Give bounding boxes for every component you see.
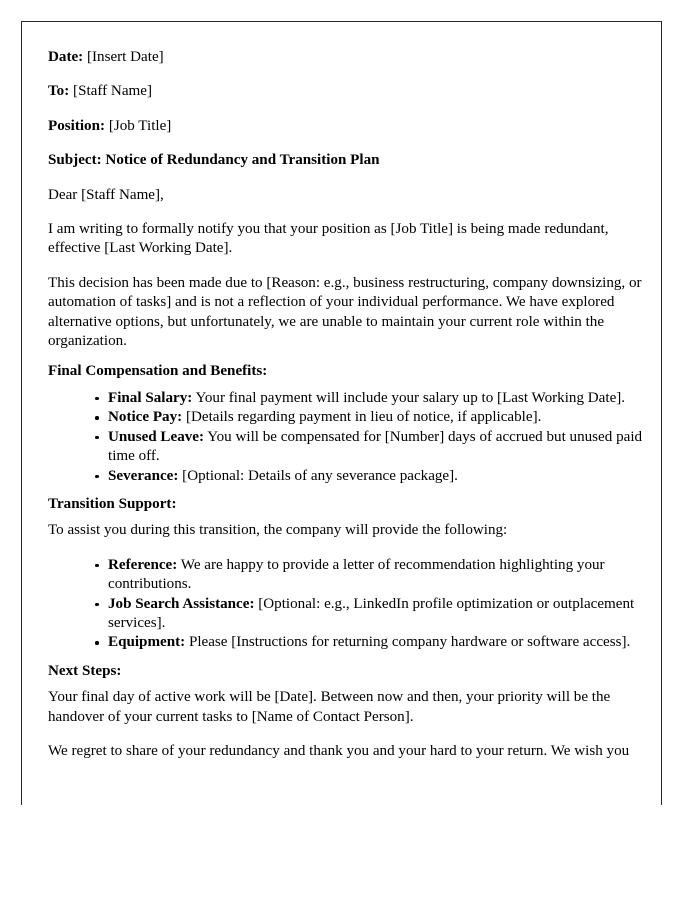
intro-paragraph: I am writing to formally notify you that your position as [Job Title] is being made redundant, effective [Last Working Date].: [48, 221, 609, 257]
reason-paragraph: This decision has been made due to [Reason: e.g., business restructuring, company downsizing, or automation of tasks] and is not a reflection of your individual performance. We have explored alternative options, but unfortunately, we are unable to maintain your current role within the organization.: [48, 274, 642, 350]
list-item: [95, 467, 645, 486]
list-item: [95, 595, 645, 634]
list-item: [95, 408, 645, 427]
salutation: Dear [Staff Name],: [48, 186, 164, 203]
list-item: [95, 428, 645, 467]
meta-label-date: Date:: [48, 49, 84, 65]
document-page: [21, 21, 662, 805]
heading-next-steps: Next Steps:: [48, 662, 122, 679]
transition-list: [48, 556, 645, 653]
heading-transition-support: Transition Support:: [48, 495, 177, 512]
list-item-label: Severance:: [108, 467, 179, 484]
meta-value-to: [Staff Name]: [73, 83, 152, 100]
list-item-text: [Details regarding payment in lieu of notice, if applicable].: [182, 409, 542, 426]
list-item-label: Equipment:: [108, 634, 186, 651]
list-item-label: Reference:: [108, 556, 178, 573]
meta-label-position: Position:: [48, 117, 106, 134]
list-item-label: Unused Leave:: [108, 428, 205, 445]
compensation-list: [48, 389, 645, 486]
list-item-text: Your final payment will include your salary up to [Last Working Date].: [192, 389, 626, 406]
document-body: [48, 48, 645, 761]
transition-lead-in: To assist you during this transition, the company will provide the following:: [48, 522, 508, 539]
meta-line-position: [48, 117, 645, 136]
list-item-text: [Optional: e.g., LinkedIn profile optimization or outplacement services].: [108, 595, 635, 631]
list-item-text: Please [Instructions for returning company hardware or software access].: [185, 634, 631, 651]
list-item: [95, 633, 645, 652]
subject-line: Subject: Notice of Redundancy and Transition Plan: [48, 152, 380, 169]
list-item-text: You will be compensated for [Number] days of accrued but unused paid time off.: [108, 428, 643, 465]
meta-value-date: [Insert Date]: [86, 49, 164, 65]
meta-label-to: To:: [48, 83, 70, 100]
list-item-label: Job Search Assistance:: [108, 595, 255, 612]
list-item-text: We are happy to provide a letter of recommendation highlighting your contributions.: [108, 556, 605, 593]
list-item-text: [Optional: Details of any severance package].: [178, 467, 458, 484]
list-item: [95, 389, 645, 408]
trailing-clipped-paragraph: We regret to share of your redundancy and thank you and your hard to your return. We wish you: [48, 742, 630, 759]
meta-line-to: [48, 82, 645, 101]
meta-value-position: [Job Title]: [108, 117, 172, 134]
next-steps-paragraph: Your final day of active work will be [Date]. Between now and then, your priority will be the handover of your current tasks to [Name of Contact Person].: [48, 689, 611, 725]
meta-line-date: [48, 48, 645, 67]
heading-final-compensation: Final Compensation and Benefits:: [48, 363, 268, 380]
list-item: [95, 556, 645, 595]
list-item-label: Final Salary:: [108, 389, 193, 406]
list-item-label: Notice Pay:: [108, 409, 183, 426]
